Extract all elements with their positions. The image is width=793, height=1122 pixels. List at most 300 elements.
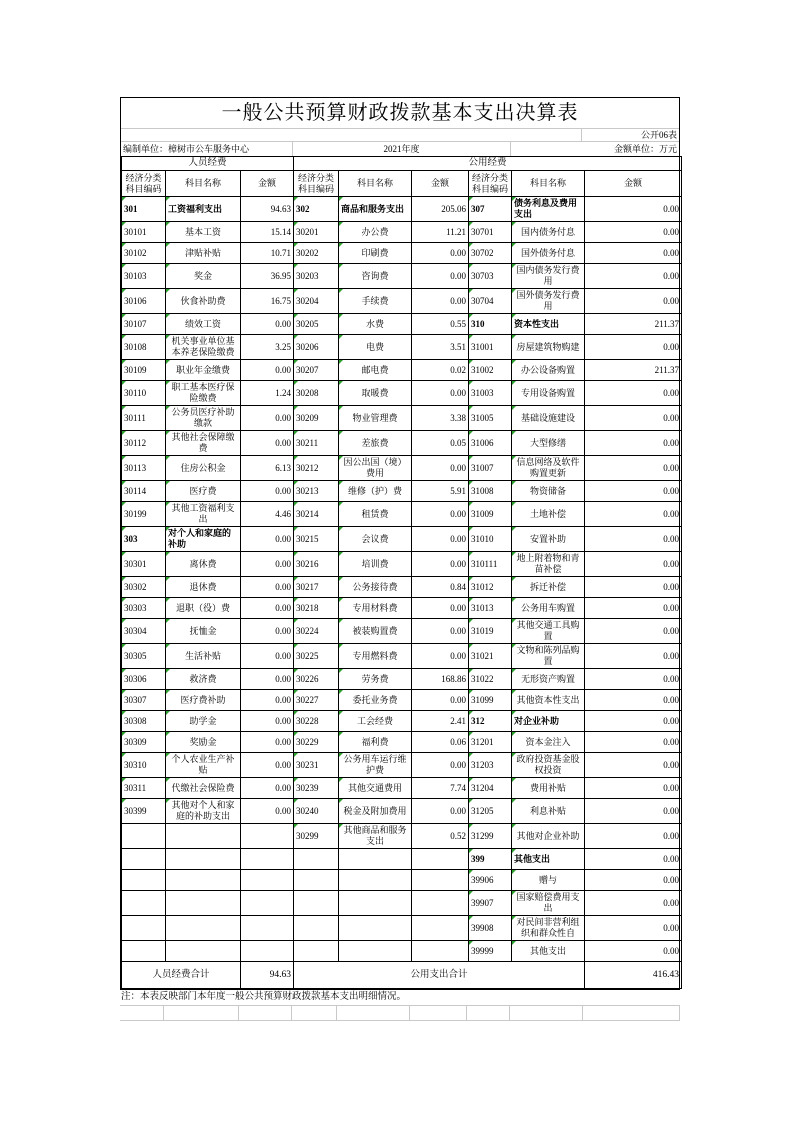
name-cell (166, 431, 241, 456)
cell-flag-triangle-icon (512, 598, 516, 602)
cell-flag-triangle-icon (122, 431, 126, 435)
name-cell (512, 824, 585, 849)
expenditure-table (121, 156, 682, 989)
code-cell-text: 30202 (296, 247, 319, 258)
name-cell (512, 870, 585, 891)
code-cell-text: 399 (471, 853, 485, 864)
personnel-total-label: 人员经费合计 (122, 962, 241, 989)
code-cell-text: 30213 (296, 485, 319, 496)
amount-cell (585, 335, 682, 360)
name-cell (339, 481, 412, 502)
cell-flag-triangle-icon (512, 243, 516, 247)
name-cell-text: 公务接待费 (352, 581, 398, 592)
amount-cell-text: 3.25 (275, 341, 292, 352)
name-cell (512, 406, 585, 431)
code-cell-text: 30303 (124, 602, 147, 613)
amount-cell-text: 0.00 (663, 673, 680, 684)
name-cell-text: 职工基本医疗保险缴费 (171, 382, 235, 403)
amount-cell-text: 11.21 (446, 226, 467, 237)
name-cell-text: 生活补贴 (184, 650, 221, 661)
code-cell-text: 31008 (471, 485, 494, 496)
amount-cell (241, 824, 294, 849)
name-cell (166, 711, 241, 732)
code-cell (469, 577, 512, 598)
name-cell (512, 502, 585, 527)
amount-cell (241, 431, 294, 456)
name-cell-text: 被装购置费 (352, 625, 398, 636)
amount-cell-text: 10.71 (270, 247, 292, 258)
cell-flag-triangle-icon (512, 406, 516, 410)
cell-flag-triangle-icon (166, 711, 170, 715)
column-header-amount: 金额 (241, 171, 294, 197)
cell-flag-triangle-icon (166, 598, 170, 602)
name-cell (339, 669, 412, 690)
code-cell-text: 30309 (124, 736, 147, 747)
name-cell (512, 481, 585, 502)
cell-flag-triangle-icon (469, 619, 473, 623)
cell-flag-triangle-icon (166, 264, 170, 268)
cell-flag-triangle-icon (469, 669, 473, 673)
amount-cell-text: 0.00 (663, 650, 680, 661)
code-cell-text: 39999 (471, 945, 494, 956)
code-cell-text: 31012 (471, 581, 494, 592)
amount-cell-text: 0.00 (663, 558, 680, 569)
name-cell-text: 地上附着物和青苗补偿 (516, 553, 580, 574)
amount-cell-text: 0.00 (663, 853, 680, 864)
name-cell-text: 安置补助 (530, 533, 567, 544)
code-cell-text: 30224 (296, 625, 319, 636)
cell-flag-triangle-icon (294, 335, 298, 339)
code-cell (122, 799, 166, 824)
name-cell (166, 577, 241, 598)
code-cell (122, 289, 166, 314)
code-cell (469, 527, 512, 552)
amount-cell (412, 222, 469, 243)
amount-cell (585, 778, 682, 799)
cell-flag-triangle-icon (122, 799, 126, 803)
code-cell-text: 30212 (296, 462, 319, 473)
amount-cell (585, 598, 682, 619)
code-cell (469, 753, 512, 778)
name-cell-text: 个人农业生产补贴 (171, 754, 235, 775)
code-cell-text: 31002 (471, 364, 494, 375)
amount-cell (585, 456, 682, 481)
code-cell-text: 31005 (471, 412, 494, 423)
amount-cell-text: 211.37 (654, 364, 680, 375)
cell-flag-triangle-icon (512, 891, 516, 895)
amount-cell (412, 644, 469, 669)
column-header-row (122, 171, 682, 197)
public-total-label: 公用支出合计 (294, 962, 585, 989)
amount-cell (585, 502, 682, 527)
cell-flag-triangle-icon (294, 577, 298, 581)
code-cell (122, 870, 166, 891)
amount-cell (585, 264, 682, 289)
amount-cell (585, 711, 682, 732)
cell-flag-triangle-icon (512, 335, 516, 339)
cell-flag-triangle-icon (469, 824, 473, 828)
name-cell-text: 国外债务发行费用 (516, 290, 580, 311)
cell-flag-triangle-icon (166, 527, 170, 531)
cell-flag-triangle-icon (294, 243, 298, 247)
amount-cell-text: 0.00 (663, 922, 680, 933)
cell-flag-triangle-icon (512, 314, 516, 318)
name-cell (166, 289, 241, 314)
amount-cell-text: 0.00 (275, 673, 292, 684)
amount-cell (412, 360, 469, 381)
cell-flag-triangle-icon (122, 690, 126, 694)
name-cell-text: 对民间非营利组织和群众性自 (516, 917, 580, 938)
code-cell-text: 31009 (471, 508, 494, 519)
cell-flag-triangle-icon (469, 849, 473, 853)
amount-cell (241, 598, 294, 619)
code-cell (469, 222, 512, 243)
name-cell (512, 732, 585, 753)
code-cell (122, 941, 166, 962)
amount-cell (412, 381, 469, 406)
amount-cell (412, 431, 469, 456)
cell-flag-triangle-icon (512, 799, 516, 803)
code-cell-text: 310 (471, 318, 485, 329)
name-cell-text: 基础设施建设 (521, 412, 576, 423)
table-row (122, 335, 682, 360)
amount-cell (412, 849, 469, 870)
amount-cell (585, 849, 682, 870)
code-cell (122, 527, 166, 552)
cell-flag-triangle-icon (512, 289, 516, 293)
amount-cell-text: 0.00 (663, 805, 680, 816)
cell-flag-triangle-icon (166, 799, 170, 803)
name-cell-text: 专用设备购置 (521, 387, 576, 398)
amount-cell (241, 314, 294, 335)
name-cell-text: 代缴社会保险费 (171, 782, 235, 793)
cell-flag-triangle-icon (469, 552, 473, 556)
name-cell-text: 住房公积金 (180, 462, 226, 473)
code-cell (122, 891, 166, 916)
code-cell-text: 31003 (471, 387, 494, 398)
name-cell (512, 619, 585, 644)
cell-flag-triangle-icon (512, 381, 516, 385)
name-cell (339, 644, 412, 669)
cell-flag-triangle-icon (122, 243, 126, 247)
table-row (122, 849, 682, 870)
cell-flag-triangle-icon (469, 243, 473, 247)
name-cell (512, 431, 585, 456)
cell-flag-triangle-icon (339, 732, 343, 736)
cell-flag-triangle-icon (166, 335, 170, 339)
code-cell-text: 30308 (124, 715, 147, 726)
name-cell (166, 669, 241, 690)
code-cell (122, 916, 166, 941)
amount-cell-text: 0.00 (450, 558, 467, 569)
compiling-unit: 编制单位：樟树市公车服务中心 (121, 142, 293, 156)
column-header-name: 科目名称 (339, 171, 412, 197)
amount-cell-text: 0.00 (450, 247, 467, 258)
code-cell-text: 30226 (296, 673, 319, 684)
amount-cell-text: 0.00 (663, 782, 680, 793)
name-cell (339, 289, 412, 314)
cell-flag-triangle-icon (512, 502, 516, 506)
cell-flag-triangle-icon (339, 481, 343, 485)
name-cell-text: 其他支出 (530, 945, 567, 956)
code-cell-text: 31201 (471, 736, 494, 747)
code-cell-text: 30108 (124, 341, 147, 352)
amount-cell (241, 849, 294, 870)
amount-cell-text: 0.00 (450, 694, 467, 705)
amount-cell-text: 0.00 (275, 650, 292, 661)
code-cell (294, 456, 339, 481)
code-cell (294, 360, 339, 381)
name-cell (512, 799, 585, 824)
cell-flag-triangle-icon (339, 644, 343, 648)
code-cell (469, 732, 512, 753)
amount-cell-text: 0.00 (275, 805, 292, 816)
code-cell (122, 778, 166, 799)
amount-cell (412, 197, 469, 222)
amount-cell (241, 711, 294, 732)
name-cell-text: 离休费 (189, 558, 217, 569)
cell-flag-triangle-icon (339, 577, 343, 581)
cell-flag-triangle-icon (294, 778, 298, 782)
cell-flag-triangle-icon (166, 577, 170, 581)
code-cell (294, 644, 339, 669)
cell-flag-triangle-icon (122, 381, 126, 385)
cell-flag-triangle-icon (512, 778, 516, 782)
name-cell (512, 916, 585, 941)
cell-flag-triangle-icon (294, 711, 298, 715)
cell-flag-triangle-icon (469, 577, 473, 581)
table-row (122, 243, 682, 264)
amount-cell (412, 669, 469, 690)
report-sheet (120, 97, 680, 1021)
name-cell (339, 690, 412, 711)
name-cell-text: 水费 (366, 318, 385, 329)
code-cell (122, 577, 166, 598)
cell-flag-triangle-icon (339, 335, 343, 339)
name-cell-text: 对个人和家庭的补助 (168, 528, 232, 549)
name-cell-text: 国外债务付息 (521, 247, 576, 258)
amount-cell-text: 0.00 (275, 437, 292, 448)
name-cell (339, 264, 412, 289)
amount-cell-text: 0.00 (275, 412, 292, 423)
name-cell (339, 824, 412, 849)
cell-flag-triangle-icon (339, 360, 343, 364)
code-cell-text: 30229 (296, 736, 319, 747)
name-cell-text: 物业管理费 (352, 412, 398, 423)
cell-flag-triangle-icon (294, 360, 298, 364)
code-cell (122, 197, 166, 222)
table-row (122, 941, 682, 962)
table-row (122, 406, 682, 431)
amount-cell-text: 0.02 (450, 364, 467, 375)
amount-cell (585, 289, 682, 314)
amount-cell (585, 577, 682, 598)
code-cell-text: 30205 (296, 318, 319, 329)
cell-flag-triangle-icon (512, 577, 516, 581)
cell-flag-triangle-icon (339, 243, 343, 247)
name-cell-text: 基本工资 (184, 226, 221, 237)
cell-flag-triangle-icon (122, 619, 126, 623)
code-cell (294, 619, 339, 644)
name-cell-text: 其他交通费用 (348, 782, 403, 793)
amount-cell (241, 916, 294, 941)
code-cell-text: 31001 (471, 341, 494, 352)
cell-flag-triangle-icon (166, 360, 170, 364)
cell-flag-triangle-icon (166, 456, 170, 460)
amount-cell (412, 870, 469, 891)
code-cell (294, 243, 339, 264)
code-cell-text: 30304 (124, 625, 147, 636)
code-cell (469, 360, 512, 381)
name-cell (166, 732, 241, 753)
name-cell (339, 456, 412, 481)
cell-flag-triangle-icon (122, 264, 126, 268)
amount-cell-text: 0.00 (663, 830, 680, 841)
code-cell-text: 30218 (296, 602, 319, 613)
amount-cell (412, 732, 469, 753)
sheet-label-row (121, 128, 679, 141)
amount-cell (585, 406, 682, 431)
name-cell (512, 849, 585, 870)
code-cell (294, 264, 339, 289)
amount-cell (241, 456, 294, 481)
code-cell-text: 30207 (296, 364, 319, 375)
name-cell-text: 其他商品和服务支出 (343, 825, 407, 846)
code-cell-text: 30305 (124, 650, 147, 661)
amount-cell (412, 481, 469, 502)
name-cell-text: 奖金 (193, 270, 212, 281)
name-cell (166, 552, 241, 577)
name-cell-text: 邮电费 (361, 364, 389, 375)
code-cell-text: 39908 (471, 922, 494, 933)
name-cell (166, 456, 241, 481)
amount-cell-text: 6.13 (275, 462, 292, 473)
amount-cell-text: 2.41 (450, 715, 467, 726)
name-cell-text: 救济费 (189, 673, 217, 684)
table-row (122, 197, 682, 222)
cell-flag-triangle-icon (339, 406, 343, 410)
cell-flag-triangle-icon (512, 264, 516, 268)
name-cell-text: 拆迁补偿 (530, 581, 567, 592)
code-cell (122, 824, 166, 849)
cell-flag-triangle-icon (469, 335, 473, 339)
table-row (122, 644, 682, 669)
code-cell (122, 552, 166, 577)
name-cell-text: 政府投资基金股权投资 (516, 754, 580, 775)
group-header-personnel: 人员经费 (122, 157, 294, 171)
code-cell-text: 302 (296, 203, 310, 214)
column-header-code: 经济分类科目编码 (294, 171, 339, 197)
code-cell-text: 30310 (124, 759, 147, 770)
amount-cell (241, 481, 294, 502)
name-cell (339, 222, 412, 243)
group-header-public: 公用经费 (294, 157, 682, 171)
name-cell-text: 费用补贴 (530, 782, 567, 793)
name-cell-text: 其他支出 (514, 853, 551, 864)
amount-cell-text: 0.00 (663, 897, 680, 908)
name-cell-text: 伙食补助费 (180, 295, 226, 306)
code-cell-text: 31099 (471, 694, 494, 705)
cell-flag-triangle-icon (339, 222, 343, 226)
amount-cell (241, 289, 294, 314)
code-cell (294, 711, 339, 732)
amount-cell-text: 0.00 (275, 736, 292, 747)
amount-cell-text: 0.00 (663, 945, 680, 956)
amount-cell-text: 0.00 (663, 736, 680, 747)
name-cell (339, 753, 412, 778)
code-cell-text: 30215 (296, 533, 319, 544)
name-cell (512, 644, 585, 669)
code-cell (469, 314, 512, 335)
cell-flag-triangle-icon (166, 289, 170, 293)
cell-flag-triangle-icon (166, 552, 170, 556)
amount-cell (412, 891, 469, 916)
code-cell (294, 849, 339, 870)
column-header-name: 科目名称 (166, 171, 241, 197)
code-cell (294, 222, 339, 243)
code-cell (294, 577, 339, 598)
amount-cell-text: 0.00 (663, 437, 680, 448)
code-cell (469, 916, 512, 941)
name-cell-text: 商品和服务支出 (341, 203, 405, 214)
code-cell-text: 31007 (471, 462, 494, 473)
amount-cell-text: 0.00 (663, 694, 680, 705)
cell-flag-triangle-icon (512, 690, 516, 694)
name-cell (339, 406, 412, 431)
code-cell-text: 30228 (296, 715, 319, 726)
code-cell-text: 30701 (471, 226, 494, 237)
code-cell-text: 31022 (471, 673, 494, 684)
name-cell (339, 916, 412, 941)
code-cell (469, 711, 512, 732)
code-cell (469, 264, 512, 289)
amount-cell-text: 0.00 (450, 759, 467, 770)
cell-flag-triangle-icon (339, 264, 343, 268)
cell-flag-triangle-icon (122, 197, 126, 201)
public-total-value: 416.43 (585, 962, 682, 989)
code-cell-text: 30307 (124, 694, 147, 705)
table-row (122, 502, 682, 527)
code-cell-text: 30114 (124, 485, 147, 496)
code-cell (294, 916, 339, 941)
name-cell-text: 医疗费 (189, 485, 217, 496)
cell-flag-triangle-icon (339, 824, 343, 828)
code-cell-text: 31006 (471, 437, 494, 448)
amount-cell-text: 0.00 (450, 533, 467, 544)
amount-cell-text: 0.00 (663, 270, 680, 281)
cell-flag-triangle-icon (469, 711, 473, 715)
amount-cell (412, 335, 469, 360)
code-cell (122, 619, 166, 644)
amount-cell-text: 0.00 (450, 650, 467, 661)
amount-cell-text: 0.00 (275, 625, 292, 636)
amount-cell-text: 36.95 (270, 270, 292, 281)
code-cell (469, 824, 512, 849)
code-cell (294, 732, 339, 753)
name-cell (512, 360, 585, 381)
cell-flag-triangle-icon (166, 644, 170, 648)
name-cell (166, 799, 241, 824)
cell-flag-triangle-icon (339, 502, 343, 506)
cell-flag-triangle-icon (469, 222, 473, 226)
name-cell (166, 916, 241, 941)
table-frame (120, 97, 680, 990)
code-cell (469, 619, 512, 644)
amount-cell-text: 7.74 (450, 782, 467, 793)
amount-cell-text: 0.00 (275, 533, 292, 544)
amount-cell (241, 381, 294, 406)
amount-cell-text: 0.00 (663, 874, 680, 885)
